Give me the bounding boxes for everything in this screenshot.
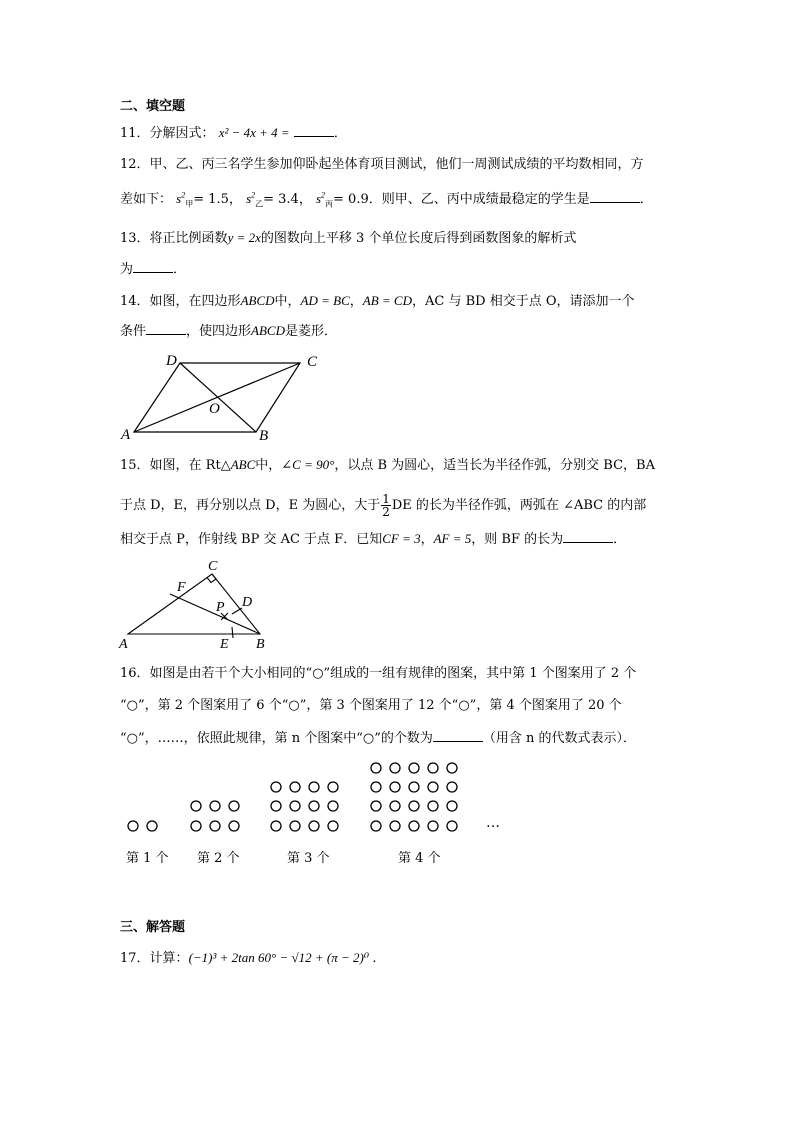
question-15-line-3: 相交于点 P，作射线 BP 交 AC 于点 F．已知CF = 3，AF = 5，则 BF 的长为 ． (120, 531, 627, 547)
circle (390, 801, 400, 811)
fraction-one-half: $\frac{1}{2}$ (382, 492, 390, 519)
label-d: D (166, 353, 177, 369)
triangle-name: ABC (230, 457, 256, 472)
question-text: 为 (120, 262, 134, 277)
label-c: C (208, 559, 218, 574)
condition-1: AD = BC (300, 293, 350, 308)
section-heading-fill-blank: 二、填空题 (120, 99, 186, 114)
angle-condition: ∠C = 90° (281, 457, 335, 472)
question-13-line-2: 为 ． (120, 262, 187, 277)
condition-2: AB = CD (362, 293, 412, 308)
question-text: “○”，第 2 个图案用了 6 个“○”，第 3 个图案用了 12 个“○”，第 4 个图案用了 20 个 (120, 698, 622, 713)
question-text: 条件 (120, 324, 147, 339)
function-expression: y = 2x (227, 230, 261, 245)
circle (447, 763, 457, 773)
circle (371, 801, 381, 811)
question-text: 是菱形． (284, 324, 337, 339)
circle (290, 782, 300, 792)
question-12-line-2: 差如下： $s^2_甲= 1.5$， $s^2_乙= 3.4$， $s^2_丙= 0.9$．则甲、乙、丙中成绩最稳定的学生是 ． (120, 190, 653, 209)
question-text: ，以点 B 为圆心，适当长为半径作弧，分别交 BC，BA (334, 458, 655, 473)
circle (191, 801, 201, 811)
circle (328, 821, 338, 831)
label-b: B (256, 637, 265, 652)
question-text: 中， (255, 458, 282, 473)
answer-blank[interactable] (563, 530, 613, 543)
circle (147, 821, 157, 831)
ellipsis: … (486, 815, 500, 831)
circle (290, 821, 300, 831)
caption-pattern-2: 第 2 个 (197, 851, 240, 866)
subscript-jia: 甲 (185, 199, 194, 209)
circle (409, 763, 419, 773)
question-number: 12． (120, 157, 150, 172)
question-text: 将正比例函数 (149, 231, 228, 246)
circle (371, 821, 381, 831)
question-text: 于点 D，E，再分别以点 D，E 为圆心，大于 (120, 498, 381, 513)
subscript-bing: 丙 (325, 199, 334, 209)
question-text: 如图，在 Rt△ (149, 458, 231, 473)
circle (409, 782, 419, 792)
circle (371, 763, 381, 773)
circle (309, 801, 319, 811)
question-11: 11．分解因式： x² − 4x + 4 = ． (120, 125, 347, 141)
question-text: （用含 n 的代数式表示）． (482, 731, 637, 746)
circle (428, 782, 438, 792)
label-c: C (307, 354, 318, 370)
question-text: 中， (274, 294, 301, 309)
circle (271, 782, 281, 792)
circle (428, 801, 438, 811)
caption-pattern-3: 第 3 个 (287, 851, 330, 866)
circle (229, 801, 239, 811)
circle (290, 801, 300, 811)
question-16-line-1 (120, 665, 636, 683)
variance-bing: = 0.9 (333, 192, 369, 207)
label-d: D (242, 595, 253, 610)
question-number: 11． (120, 126, 150, 141)
given-cf: CF = 3 (382, 531, 421, 546)
section-heading-solve: 三、解答题 (120, 920, 186, 935)
question-text: ．则甲、乙、丙中成绩最稳定的学生是 (368, 192, 590, 207)
question-number: 13． (120, 231, 150, 246)
circle (191, 821, 201, 831)
caption-pattern-1: 第 1 个 (126, 851, 169, 866)
question-text: 分解因式： (149, 126, 215, 141)
diagonal-ac (134, 363, 300, 432)
question-number: 15． (120, 458, 150, 473)
arc-mark-e (232, 627, 233, 638)
question-number: 16． (120, 666, 150, 681)
question-17 (120, 949, 385, 968)
label-f: F (177, 580, 186, 595)
question-text: 的图数向上平移 3 个单位长度后得到函数图象的解析式 (260, 231, 577, 246)
question-text: 差如下： (120, 192, 173, 207)
circle (328, 782, 338, 792)
circle (390, 763, 400, 773)
diagonal-bd (180, 363, 256, 432)
circle (371, 782, 381, 792)
question-number: 17． (120, 951, 150, 966)
circle (210, 821, 220, 831)
given-af: AF = 5 (433, 531, 472, 546)
circle (390, 821, 400, 831)
question-15-line-1 (120, 456, 655, 475)
quadrilateral-name: ABCD (251, 323, 285, 338)
question-text: DE 的长为半径作弧，两弧在 ∠ABC 的内部 (391, 498, 647, 513)
question-14-line-1: 14．如图，在四边形ABCD中，AD = BC，AB = CD，AC 与 BD 相交于点 O，请添加一个 (120, 293, 635, 309)
variance-yi: = 3.4 (263, 192, 299, 207)
question-text: 甲、乙、丙三名学生参加仰卧起坐体育项目测试，他们一周测试成绩的平均数相同，方 (149, 157, 644, 172)
circle (447, 801, 457, 811)
variance-jia: = 1.5 (193, 192, 229, 207)
pattern-circles (128, 763, 457, 831)
circle (210, 801, 220, 811)
circle (428, 763, 438, 773)
circle (229, 821, 239, 831)
question-text: “○”，……，依照此规律，第 n 个图案中“○”的个数为 (120, 731, 433, 746)
label-a: A (121, 427, 131, 443)
subscript-yi: 乙 (255, 199, 264, 209)
caption-pattern-4: 第 4 个 (398, 851, 441, 866)
math-expression: x² − 4x + 4 = (218, 125, 290, 140)
question-text: 相交于点 P，作射线 BP 交 AC 于点 F．已知 (120, 532, 383, 547)
question-number: 14． (120, 294, 150, 309)
circle (447, 821, 457, 831)
circle (428, 821, 438, 831)
circle (309, 782, 319, 792)
quadrilateral-name: ABCD (240, 293, 275, 308)
label-e: E (220, 637, 229, 652)
arc-mark-d (232, 608, 242, 614)
question-15-line-2 (120, 493, 646, 518)
question-text: ，则 BF 的长为 (471, 532, 564, 547)
answer-blank[interactable] (433, 729, 483, 742)
label-o: O (209, 401, 220, 417)
label-b: B (259, 428, 269, 444)
circle (309, 821, 319, 831)
circle (128, 821, 138, 831)
circle (328, 801, 338, 811)
question-text: ，使四边形 (186, 324, 252, 339)
circle (447, 782, 457, 792)
question-16-line-3 (120, 729, 636, 748)
label-p: P (216, 600, 225, 615)
math-expression: (−1)³ + 2tan 60° − √12 + (π − 2)⁰ ． (188, 950, 386, 965)
circle (409, 801, 419, 811)
label-a: A (119, 637, 128, 652)
question-16-line-2 (120, 697, 622, 715)
question-text: 如图是由若干个大小相同的“○”组成的一组有规律的图案，其中第 1 个图案用了 2 个 (149, 666, 637, 681)
circle (271, 821, 281, 831)
right-angle-mark (207, 574, 216, 583)
circle (271, 801, 281, 811)
circle (390, 782, 400, 792)
circle (409, 821, 419, 831)
question-text: 如图，在四边形 (149, 294, 241, 309)
question-text: AC 与 BD 相交于点 O，请添加一个 (425, 294, 635, 309)
question-text: 计算： (149, 951, 189, 966)
